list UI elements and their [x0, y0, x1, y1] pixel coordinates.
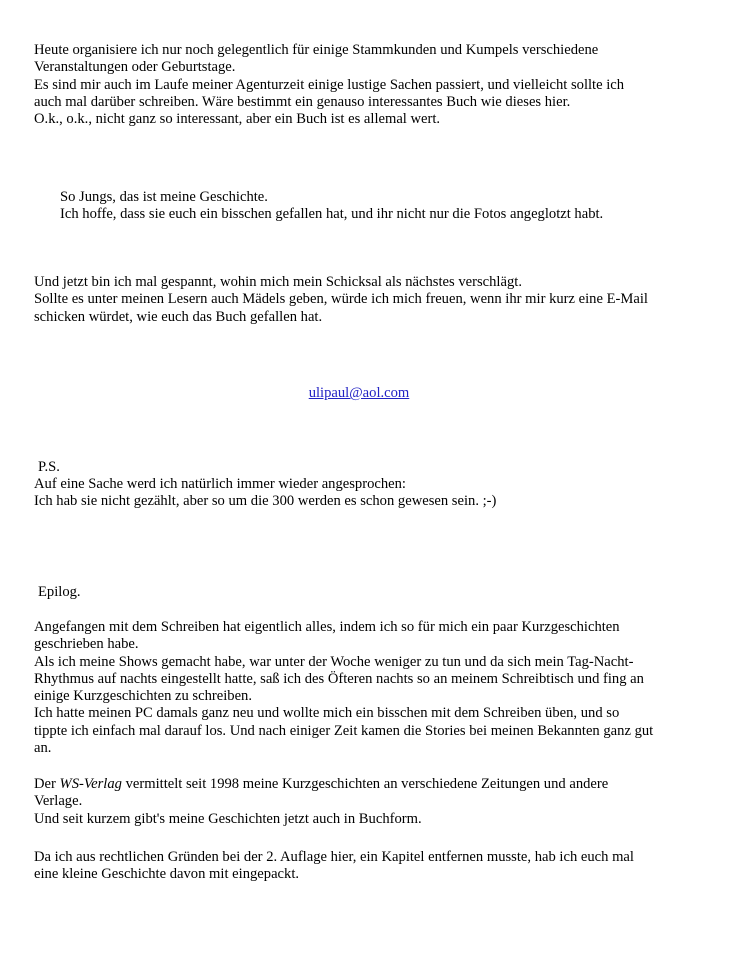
text-line: Als ich meine Shows gemacht habe, war unter der Woche weniger zu tun und da sich mein Tag-Nacht-: [34, 653, 634, 670]
text-line: Auf eine Sache werd ich natürlich immer wieder angesprochen:: [34, 476, 406, 492]
text-line: eine kleine Geschichte davon mit eingepackt.: [34, 866, 300, 883]
text-line-verlag: [34, 776, 684, 793]
text-line: an.: [34, 740, 52, 757]
text-line: So Jungs, das ist meine Geschichte.: [60, 189, 268, 205]
paragraph-schicksal: [34, 274, 684, 326]
paragraph-ps-body: [34, 476, 684, 511]
text-line: auch mal darüber schreiben. Wäre bestimmt ein genauso interessantes Buch wie dieses hier.: [34, 93, 571, 110]
text-line: Es sind mir auch im Laufe meiner Agenturzeit einige lustige Sachen passiert, und vielleicht sollte ich: [34, 76, 625, 93]
verlag-name: WS-Verlag: [59, 776, 122, 792]
text-line: Und seit kurzem gibt's meine Geschichten jetzt auch in Buchform.: [34, 810, 422, 827]
text-line: Verlage.: [34, 793, 83, 810]
text-line: Ich hoffe, dass sie euch ein bisschen gefallen hat, und ihr nicht nur die Fotos angeglotzt habt.: [60, 206, 604, 223]
ps-heading: P.S.: [38, 459, 60, 475]
text-line: Da ich aus rechtlichen Gründen bei der 2. Auflage hier, ein Kapitel entfernen musste, hab ich euch mal: [34, 849, 634, 865]
paragraph-geschichte-indented: [60, 189, 684, 224]
text-line: Sollte es unter meinen Lesern auch Mädels geben, würde ich mich freuen, wenn ihr mir kurz eine E-Mail: [34, 291, 648, 308]
text-line: schicken würdet, wie euch das Buch gefallen hat.: [34, 308, 323, 325]
text-line: Ich hatte meinen PC damals ganz neu und wollte mich ein bisschen mit dem Schreiben üben, und so: [34, 705, 620, 722]
paragraph-stammkunden: [34, 42, 684, 128]
text-line: Und jetzt bin ich mal gespannt, wohin mich mein Schicksal als nächstes verschlägt.: [34, 274, 522, 290]
text-line: geschrieben habe.: [34, 636, 139, 653]
text-line: tippte ich einfach mal darauf los. Und nach einiger Zeit kamen die Stories bei meinen Bekannten ganz gut: [34, 722, 654, 739]
text-line: Angefangen mit dem Schreiben hat eigentlich alles, indem ich so für mich ein paar Kurzgeschichten: [34, 619, 620, 635]
email-link-container: [34, 385, 684, 402]
text-line: Veranstaltungen oder Geburtstage.: [34, 59, 236, 76]
epilog-heading-container: [38, 584, 684, 601]
verlag-prefix: Der: [34, 776, 60, 792]
text-line: einige Kurzgeschichten zu schreiben.: [34, 688, 253, 705]
epilog-heading: Epilog.: [38, 584, 81, 600]
text-line: Rhythmus auf nachts eingestellt hatte, saß ich des Öfteren nachts so an meinem Schreibtisch und fing an: [34, 670, 644, 687]
paragraph-ps: [38, 459, 684, 476]
paragraph-epilog: [34, 619, 684, 757]
text-line: Heute organisiere ich nur noch gelegentlich für einige Stammkunden und Kumpels verschiedene: [34, 42, 599, 58]
text-line: O.k., o.k., nicht ganz so interessant, aber ein Buch ist es allemal wert.: [34, 111, 441, 128]
paragraph-kapitel: [34, 849, 684, 884]
verlag-suffix: vermittelt seit 1998 meine Kurzgeschichten an verschiedene Zeitungen und andere: [121, 776, 609, 792]
email-link[interactable]: ulipaul@aol.com: [308, 385, 410, 401]
text-line: Ich hab sie nicht gezählt, aber so um die 300 werden es schon gewesen sein. ;-): [34, 493, 497, 510]
paragraph-verlag: [34, 776, 684, 828]
